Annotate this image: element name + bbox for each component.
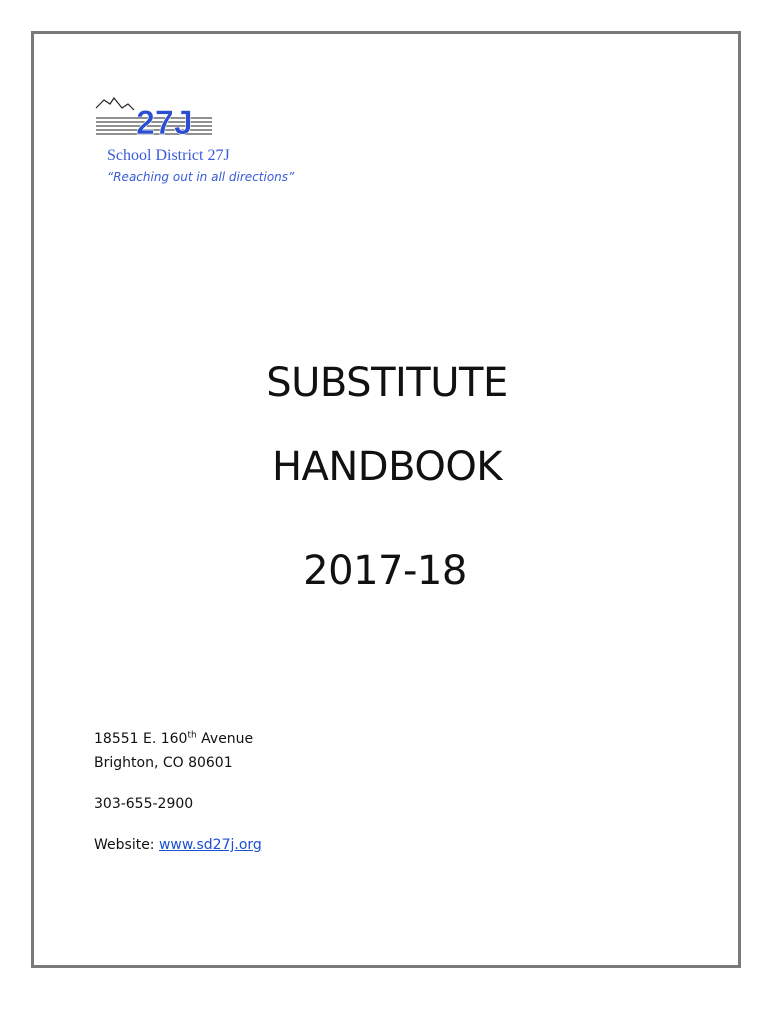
district-tagline: “Reaching out in all directions”: [107, 170, 295, 184]
website-label: Website:: [94, 837, 159, 853]
logo-mark-text: 27J: [136, 104, 193, 140]
district-name: School District 27J: [107, 147, 230, 164]
website-link[interactable]: www.sd27j.org: [158, 837, 262, 853]
phone-number: 303-655-2900: [94, 796, 194, 812]
title-year: 2017-18: [303, 548, 467, 594]
district-logo: [94, 94, 214, 140]
address-line-1: [94, 731, 253, 747]
address-suffix: Avenue: [196, 731, 254, 747]
address-prefix: 18551 E. 160: [94, 731, 188, 747]
title-line-1: SUBSTITUTE: [266, 360, 508, 406]
address-ordinal: th: [187, 730, 197, 741]
website-line: [94, 837, 262, 853]
address-line-2: Brighton, CO 80601: [94, 755, 233, 771]
mountain-logo-icon: [94, 94, 214, 140]
title-line-2: HANDBOOK: [271, 444, 503, 490]
